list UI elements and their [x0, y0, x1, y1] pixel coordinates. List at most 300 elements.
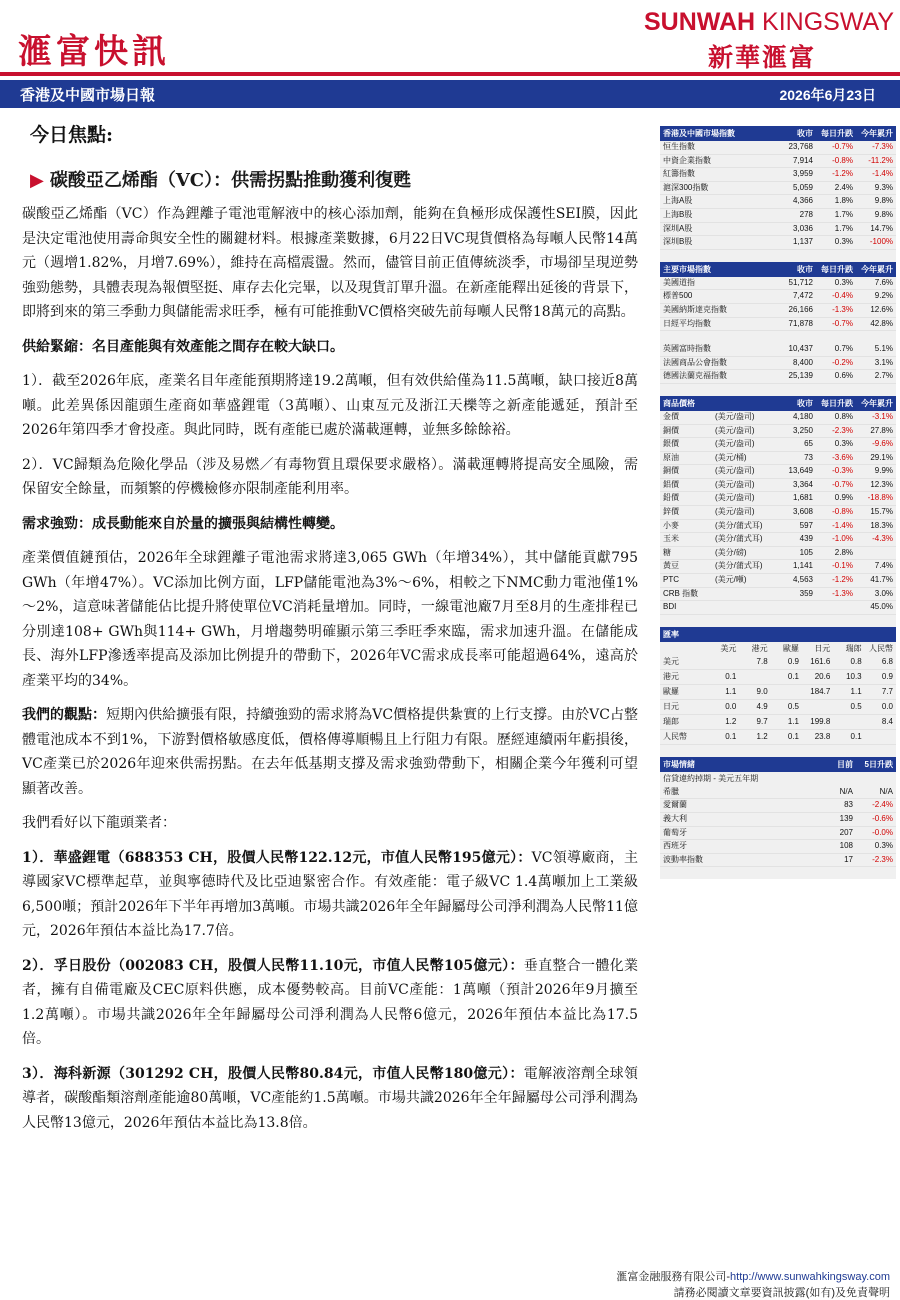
hk_cn-row-name: 中資企業指數: [663, 155, 711, 165]
hk_cn-row-d: 1.7%: [834, 209, 853, 219]
pick-1-body: VC領導廠商，主導國家VC標準起草，並與寧德時代及比亞迪緊密合作。有效產能：電子級VC 1.4萬噸加上工業級6,500噸；預計2026年下半年再增加3萬噸。市場共識2026年全年歸屬母公司淨利潤為人民幣11億元，2026年預估本益比為17.7倍。: [22, 849, 638, 939]
market-header: [660, 757, 896, 772]
hk_cn-row-d: -0.8%: [832, 155, 853, 165]
demand-title: 需求強勁：成長動能來自於量的擴張與結構性轉變。: [22, 515, 344, 532]
hk_cn-section-gap: [660, 250, 896, 262]
fx-col-header: 港元: [751, 643, 768, 653]
hk_cn-row-y: -7.3%: [872, 142, 893, 151]
hk_cn-row-y: 9.8%: [874, 196, 893, 206]
fx-col-header: 美元: [720, 643, 737, 653]
fx-cell: 6.8: [881, 656, 893, 666]
commodities-row: [660, 438, 896, 452]
major-spacer: [660, 331, 896, 343]
headline-text: 碳酸亞乙烯酯（VC）：供需拐點推動獲利復甦: [49, 170, 412, 191]
commodities-row-name: 銀價: [663, 439, 679, 449]
market-row-current: 17: [844, 854, 853, 864]
fx-col-header: 人民幣: [868, 643, 893, 653]
hk_cn-row-name: 紅籌指數: [663, 169, 695, 179]
intro-paragraph: 碳酸亞乙烯酯（VC）作為鋰離子電池電解液中的核心添加劑，能夠在負極形成保護性SEI膜，因此是決定電池使用壽命與安全性的關鍵材料。根據產業數據，6月22日VC現貨價格為每噸人民幣14萬元（週增1.82%，月增7.69%），維持在高檔震盪。然而，儘管目前正值傳統淡季，市場卻呈現逆勢強勁態勢，具體表現為報價堅挺、庫存去化完畢，以及現貨訂單升溫。在新產能釋出延後的背景下，即將到來的第三季動力與儲能需求旺季，極有可能推動VC價格突破先前每噸人民幣18萬元的高點。: [22, 206, 638, 320]
market-row-change: N/A: [879, 786, 893, 796]
headline: [30, 166, 411, 192]
major-row-y: 9.2%: [874, 291, 893, 301]
commodities-row-y: 41.7%: [870, 575, 893, 585]
report-title: 香港及中國市場日報: [20, 86, 156, 104]
footer-company-name: 滙富金融服務有限公司-: [616, 1271, 731, 1283]
supply-paragraph-2: 2）．VC歸類為危險化學品（涉及易燃／有毒物質且環保要求嚴格）。滿載運轉將提高安全風險，需保留安全餘量，而頻繁的停機檢修亦限制產能利用率。: [22, 456, 638, 497]
fx-cell: 1.1: [850, 686, 862, 696]
fx-row-name: 港元: [663, 671, 679, 681]
fx-cell: [768, 685, 799, 699]
fx-cell: 9.7: [756, 716, 768, 726]
commodities-row-y: -4.3%: [872, 534, 893, 544]
commodities-row-name: 糖: [663, 547, 671, 557]
fx-cell: 0.0: [725, 701, 737, 711]
major-row: [660, 318, 896, 332]
commodities-row-y: [853, 547, 893, 560]
commodities-row-close: 3,608: [792, 507, 813, 517]
commodities-row-d: -3.6%: [832, 452, 853, 462]
major-row: [660, 343, 896, 357]
market-row-name: 愛爾蘭: [663, 800, 687, 810]
commodities-row: [660, 479, 896, 493]
market-row-current: 108: [839, 841, 853, 851]
fx-row-name: 歐羅: [663, 686, 679, 696]
fx-cell: 4.9: [756, 701, 768, 711]
market-row-name: 西班牙: [663, 841, 687, 851]
major-row: [660, 290, 896, 304]
hk_cn-row-close: 7,914: [792, 155, 813, 165]
commodities-row-name: 銅價: [663, 466, 679, 476]
commodities-row-d: -2.3%: [832, 425, 853, 435]
commodities-row-y: 29.1%: [870, 452, 893, 462]
commodities-row-unit: (美元/盎司): [715, 411, 755, 421]
fx-cell: 1.1: [725, 686, 737, 696]
commodities-row: [660, 506, 896, 520]
fx-cell: 0.0: [881, 701, 893, 711]
fx-col-header: 瑞郎: [845, 643, 862, 653]
market-row-name: 葡萄牙: [663, 827, 687, 837]
major-col-header: 收市: [797, 264, 813, 274]
fx-row-name: 美元: [663, 656, 679, 666]
fx-cell: 8.4: [881, 716, 893, 726]
market-row-current: 139: [839, 814, 853, 823]
fx-cell: 161.6: [810, 656, 831, 666]
commodities-row: [660, 547, 896, 561]
market-row-name: 義大利: [663, 814, 687, 823]
hk_cn-row-name: 上海B股: [663, 209, 693, 219]
hk_cn-row-name: 恒生指數: [663, 142, 695, 151]
commodities-row: [660, 560, 896, 574]
fx-cell: [830, 715, 861, 729]
commodities-row-name: 鋅價: [663, 507, 679, 517]
fx-cell: 1.2: [725, 716, 737, 726]
commodities-row: [660, 492, 896, 506]
commodities-row-d: -0.8%: [832, 507, 853, 517]
commodities-row-y: -18.8%: [867, 493, 893, 503]
fx-cell: 0.1: [787, 731, 799, 741]
fx-cell: 0.1: [850, 731, 862, 741]
pick-1: [22, 846, 638, 944]
commodities-row-unit: (美元/桶): [715, 452, 747, 462]
commodities-row-unit: (美元/盎司): [715, 479, 755, 489]
commodities-row-unit: [715, 588, 773, 601]
view-paragraph: [22, 703, 638, 801]
hk_cn-row-y: 14.7%: [870, 223, 893, 233]
major-row-name: 美國道指: [663, 277, 695, 287]
logo-en-part1: SUNWAH: [643, 8, 756, 36]
commodities-row-name: 銅價: [663, 425, 679, 435]
brand-title: 滙富快訊: [18, 32, 170, 72]
supply-paragraph-1: 1）．截至2026年底，產業名目年產能預期將達19.2萬噸，但有效供給僅為11.5萬噸，缺口接近8萬噸。此差異係因龍頭生產商如華盛鋰電（3萬噸）、山東亙元及浙江天櫟等之新產能遞延，預計至2026年第四季才會投產。與此同時，既有產能已處於滿載運轉，並無多餘餘裕。: [22, 373, 638, 438]
major-row-close: 8,400: [792, 357, 813, 367]
commodities-row-d: -1.4%: [832, 520, 853, 530]
hk_cn-row-name: 滬深300指數: [663, 182, 709, 192]
fx-cell: 1.2: [756, 731, 768, 741]
market-col-header: 目前: [837, 759, 853, 769]
major-row-name: 美國納斯達克指數: [663, 304, 727, 314]
hk_cn-row-y: 9.8%: [874, 209, 893, 219]
report-date: 2026年6月23日: [779, 87, 876, 103]
commodities-row-close: 597: [799, 520, 813, 530]
major-row-close: 51,712: [788, 277, 813, 287]
commodities-title: 商品價格: [663, 398, 695, 408]
commodities-row-close: 65: [804, 439, 813, 449]
fx-title: 匯率: [663, 629, 679, 639]
major-row: [660, 304, 896, 318]
commodities-row-y: -3.1%: [872, 411, 893, 421]
pick-3-body: 電解液溶劑全球領導者，碳酸酯類溶劑產能逾80萬噸，VC產能約1.5萬噸。市場共識2026年全年歸屬母公司淨利潤為人民幣13億元，2026年預估本益比為13.8倍。: [22, 1065, 639, 1131]
fx-cell: 199.8: [810, 716, 831, 726]
commodities-row-name: 原油: [663, 452, 679, 462]
fx-col-header: 歐羅: [782, 643, 799, 653]
commodities-row-d: -1.3%: [832, 588, 853, 598]
fx-row: [660, 685, 896, 700]
market-row: [660, 827, 896, 841]
commodities-row-d: -0.3%: [832, 466, 853, 476]
major-row-y: 42.8%: [870, 318, 893, 328]
hk_cn-row-close: 3,036: [792, 223, 813, 233]
pick-1-title: 1）．華盛鋰電（688353 CH，股價人民幣122.12元，市值人民幣195億元）：: [22, 849, 532, 866]
hk_cn-row-close: 4,366: [792, 196, 813, 206]
commodities-row-close: 73: [804, 452, 813, 462]
commodities-row: [660, 411, 896, 425]
commodities-row-close: 105: [799, 547, 813, 557]
supply-title: 供給緊縮：名目產能與有效產能之間存在較大缺口。: [22, 338, 344, 355]
hk_cn-col-header: 今年累升: [861, 129, 893, 138]
commodities-row: [660, 574, 896, 588]
market-row-current: 83: [844, 800, 853, 810]
major-row-y: 5.1%: [874, 344, 893, 354]
pick-2-body: 垂直整合一體化業者，擁有自備電廠及CEC原料供應，成本優勢較高。目前VC產能：1萬噸（預計2026年9月擴至1.2萬噸）。市場共識2026年全年歸屬母公司淨利潤為人民幣6億元，2026年預估本益比為17.5倍。: [22, 957, 639, 1047]
commodities-row-d: 0.9%: [834, 493, 853, 503]
fx-cell: 0.9: [787, 656, 799, 666]
commodities-row-name: 黃豆: [663, 561, 679, 571]
market-subtitle: 信貸違約掉期 - 美元五年期: [663, 773, 759, 783]
logo-en-part2: KINGSWAY: [755, 8, 894, 36]
market-row-change: -0.6%: [872, 814, 893, 823]
market-title: 市場情緒: [663, 759, 695, 769]
commodities-row-name: CRB 指數: [663, 588, 699, 598]
fx-cell: 0.9: [881, 671, 893, 681]
commodities-row-close: 4,563: [792, 575, 813, 585]
hk_cn-row-d: -0.7%: [832, 142, 853, 151]
commodities-row-y: 7.4%: [874, 561, 893, 571]
hk_cn-col-header: 每日升跌: [821, 129, 853, 138]
fx-cell: [736, 670, 767, 684]
commodities-row-y: 18.3%: [870, 520, 893, 530]
fx-cell: 9.0: [756, 686, 768, 696]
commodities-row-y: 3.0%: [874, 588, 893, 598]
hk_cn-row-y: 9.3%: [874, 182, 893, 192]
commodities-row-unit: (美元/盎司): [715, 466, 755, 476]
commodities-row: [660, 452, 896, 466]
pick-3-title: 3）．海科新源（301292 CH，股價人民幣80.84元，市值人民幣180億元）：: [22, 1065, 524, 1082]
commodities-row-name: 鉛價: [663, 493, 679, 503]
fx-cell: 20.6: [814, 671, 831, 681]
commodities-section-gap: [660, 615, 896, 627]
hk_cn-title: 香港及中國市場指數: [663, 129, 735, 138]
fx-section-gap: [660, 745, 896, 757]
commodities-row: [660, 601, 896, 615]
fx-cell: 23.8: [814, 731, 831, 741]
commodities-row-d: 0.3%: [834, 439, 853, 449]
fx-row-name: 瑞郎: [663, 716, 679, 726]
major-section-gap: [660, 384, 896, 396]
commodities-header: [660, 396, 896, 411]
market-row: [660, 786, 896, 800]
market-row: [660, 840, 896, 854]
major-row-d: -0.2%: [832, 357, 853, 367]
hk_cn-row: [660, 236, 896, 250]
major-row-name: 英國富時指數: [663, 344, 711, 354]
hk_cn-row-name: 上海A股: [663, 196, 693, 206]
hk_cn-row: [660, 223, 896, 237]
major-row-y: 7.6%: [874, 277, 893, 287]
commodities-row-close: 439: [799, 534, 813, 544]
commodities-row-unit: (美分/蒲式耳): [715, 520, 763, 530]
fx-cell: 184.7: [810, 686, 831, 696]
commodities-row-y: 27.8%: [870, 425, 893, 435]
hk_cn-row: [660, 155, 896, 169]
focus-label: 今日焦點:: [30, 124, 114, 146]
hk_cn-row-name: 深圳B股: [663, 237, 693, 247]
commodities-row-close: 1,681: [792, 493, 813, 503]
major-row-d: 0.7%: [834, 344, 853, 354]
commodities-row: [660, 588, 896, 602]
commodities-row-d: 0.8%: [834, 411, 853, 421]
pick-2: [22, 954, 638, 1052]
hk_cn-row-y: -100%: [869, 237, 893, 247]
hk_cn-row: [660, 195, 896, 209]
logo-zh: 新華滙富: [707, 43, 816, 72]
fx-row: [660, 655, 896, 670]
hk_cn-row: [660, 141, 896, 155]
hk_cn-row-close: 1,137: [792, 237, 813, 247]
major-row-close: 25,139: [788, 371, 813, 381]
fx-header: [660, 627, 896, 642]
market-row: [660, 799, 896, 813]
market-row-change: 0.3%: [874, 841, 893, 851]
commodities-col-header: 每日升跌: [821, 398, 853, 408]
footer-company: [616, 1268, 890, 1284]
commodities-row-name: PTC: [663, 575, 679, 585]
market-row-change: -2.4%: [872, 800, 893, 810]
major-row-y: 3.1%: [874, 357, 893, 367]
commodities-row-y: 15.7%: [870, 507, 893, 517]
hk_cn-row-d: 2.4%: [834, 182, 853, 192]
major-row-y: 2.7%: [874, 371, 893, 381]
major-col-header: 每日升跌: [821, 264, 853, 274]
hk_cn-header: [660, 126, 896, 141]
market-row: [660, 854, 896, 868]
commodities-row-y: -9.6%: [872, 439, 893, 449]
market-row-change: -2.3%: [872, 854, 893, 864]
fx-cell: 0.1: [787, 671, 799, 681]
commodities-row-d: -0.1%: [832, 561, 853, 571]
major-row-d: 0.6%: [834, 371, 853, 381]
fx-cell: 1.1: [787, 716, 799, 726]
commodities-row-unit: (美元/盎司): [715, 507, 755, 517]
red-rule: [0, 72, 900, 76]
commodities-row-close: 3,364: [792, 479, 813, 489]
fx-cell: 0.5: [787, 701, 799, 711]
hk_cn-row-y: -1.4%: [872, 169, 893, 179]
major-row-name: 法國商品公會指數: [663, 357, 727, 367]
pick-2-title: 2）．孚日股份（002083 CH，股價人民幣11.10元，市值人民幣105億元）：: [22, 957, 524, 974]
fx-row-name: 人民幣: [663, 731, 687, 741]
commodities-row: [660, 533, 896, 547]
commodities-row: [660, 425, 896, 439]
commodities-row-unit: (美分/磅): [715, 547, 747, 557]
major-header: [660, 262, 896, 277]
hk_cn-row-d: 1.8%: [834, 196, 853, 206]
fx-cell: 0.8: [850, 656, 862, 666]
major-row-close: 7,472: [792, 291, 813, 301]
hk_cn-row-close: 5,059: [792, 182, 813, 192]
hk_cn-row-d: -1.2%: [832, 169, 853, 179]
commodities-row-name: 鋁價: [663, 479, 679, 489]
commodities-col-header: 今年累升: [861, 398, 893, 408]
market-row-name: 希臘: [663, 786, 679, 796]
hk_cn-row-d: 0.3%: [834, 237, 853, 247]
fx-row: [660, 700, 896, 715]
hk_cn-row-y: -11.2%: [868, 155, 893, 165]
commodities-row-d: -1.0%: [832, 534, 853, 544]
fx-cell: 7.7: [881, 686, 893, 696]
major-row-close: 71,878: [788, 318, 813, 328]
fx-cell: [799, 700, 830, 714]
hk_cn-row: [660, 209, 896, 223]
major-row-d: -0.4%: [832, 291, 853, 301]
major-row: [660, 370, 896, 384]
major-row-d: -1.3%: [832, 304, 853, 314]
article-body: [22, 202, 638, 1145]
hk_cn-row-close: 23,768: [788, 142, 813, 151]
hk_cn-row-d: 1.7%: [834, 223, 853, 233]
fx-cell: 0.5: [850, 701, 862, 711]
commodities-row-y: 9.9%: [874, 466, 893, 476]
commodities-row-unit: (美分/蒲式耳): [715, 534, 763, 544]
major-row: [660, 277, 896, 291]
market-row-current: 207: [839, 827, 853, 837]
hk_cn-row-name: 深圳A股: [663, 223, 693, 233]
fx-cell: 10.3: [846, 671, 862, 681]
commodities-row-name: 玉米: [663, 534, 679, 544]
major-row-y: 12.6%: [870, 304, 893, 314]
footer-website-link[interactable]: http://www.sunwahkingsway.com: [730, 1271, 890, 1283]
demand-paragraph: 產業價值鏈預估，2026年全球鋰離子電池需求將達3,065 GWh（年增34%），其中儲能貢獻795 GWh（年增47%）。VC添加比例方面，LFP儲能電池為3%～6%，相較之下NMC動力電池僅1%～2%，這意味著儲能佔比提升將使單位VC消耗量增加。同時，一線電池廠7月至8月的生產排程已分別達108+ GWh與114+ GWh，月增趨勢明確顯示第三季旺季來臨，需求加速升溫。在儲能成長、海外LFP滲透率提高及添加比例提升的帶動下，2026年VC需求成長率可能超過64%，遠高於產業平均的34%。: [22, 550, 638, 689]
commodities-row-d: 2.8%: [834, 547, 853, 557]
triangle-bullet-icon: ▶: [30, 170, 44, 191]
market-col-header: 5日升跌: [864, 759, 893, 769]
commodities-row-d: -0.7%: [832, 479, 853, 489]
fx-row: [660, 715, 896, 730]
market-bottom-gap: [660, 867, 896, 879]
commodities-row-close: 359: [799, 588, 813, 598]
commodities-row-unit: (美分/蒲式耳): [715, 561, 763, 571]
major-row-close: 26,166: [788, 304, 813, 314]
fx-cell: 0.1: [725, 671, 737, 681]
commodities-row-name: 小麥: [663, 520, 679, 530]
logo-en: [644, 8, 894, 37]
fx-cell: [705, 655, 736, 669]
fx-cell: [862, 730, 893, 744]
major-col-header: 今年累升: [861, 264, 893, 274]
hk_cn-col-header: 收市: [797, 129, 813, 138]
commodities-row-close: 1,141: [792, 561, 813, 571]
commodities-row-name: BDI: [663, 602, 677, 612]
fx-col-headers: [660, 642, 896, 655]
commodities-row: [660, 520, 896, 534]
major-row-name: 德國法蘭克福指數: [663, 371, 727, 381]
commodities-row-y: 12.3%: [870, 479, 893, 489]
commodities-col-header: 收市: [797, 398, 813, 408]
commodities-row-d: -1.2%: [832, 575, 853, 585]
fx-corner: [663, 642, 705, 655]
pick-3: [22, 1062, 638, 1136]
commodities-row-d: [813, 601, 853, 614]
commodities-row-unit: (美元/盎司): [715, 439, 755, 449]
commodities-row-close: 13,649: [788, 466, 813, 476]
commodities-row-unit: [715, 601, 773, 614]
fx-row-name: 日元: [663, 701, 679, 711]
market-data-sidebar: [660, 126, 896, 879]
major-row-name: 日經平均指數: [663, 318, 711, 328]
hk_cn-row-close: 278: [799, 209, 813, 219]
hk_cn-row: [660, 168, 896, 182]
commodities-row-unit: (美元/噸): [715, 575, 747, 585]
fx-row: [660, 730, 896, 745]
market-row-change: -0.0%: [872, 827, 893, 837]
commodities-row-close: [773, 601, 813, 614]
major-row-name: 標普500: [663, 291, 693, 301]
hk_cn-row: [660, 182, 896, 196]
view-label: 我們的觀點：: [22, 707, 107, 723]
major-row-d: 0.3%: [834, 277, 853, 287]
commodities-row-unit: (美元/盎司): [715, 493, 755, 503]
footer-disclaimer: 請務必閱讀文章要資訊披露(如有)及免責聲明: [673, 1287, 890, 1299]
market-row: [660, 813, 896, 827]
commodities-row-name: 金價: [663, 411, 679, 421]
commodities-row-close: 3,250: [792, 425, 813, 435]
market-row-name: 波動率指數: [663, 854, 703, 864]
major-row-d: -0.7%: [832, 318, 853, 328]
commodities-row: [660, 465, 896, 479]
major-row: [660, 357, 896, 371]
fx-col-header: 日元: [814, 643, 831, 653]
fx-row: [660, 670, 896, 685]
commodities-row-unit: (美元/盎司): [715, 425, 755, 435]
